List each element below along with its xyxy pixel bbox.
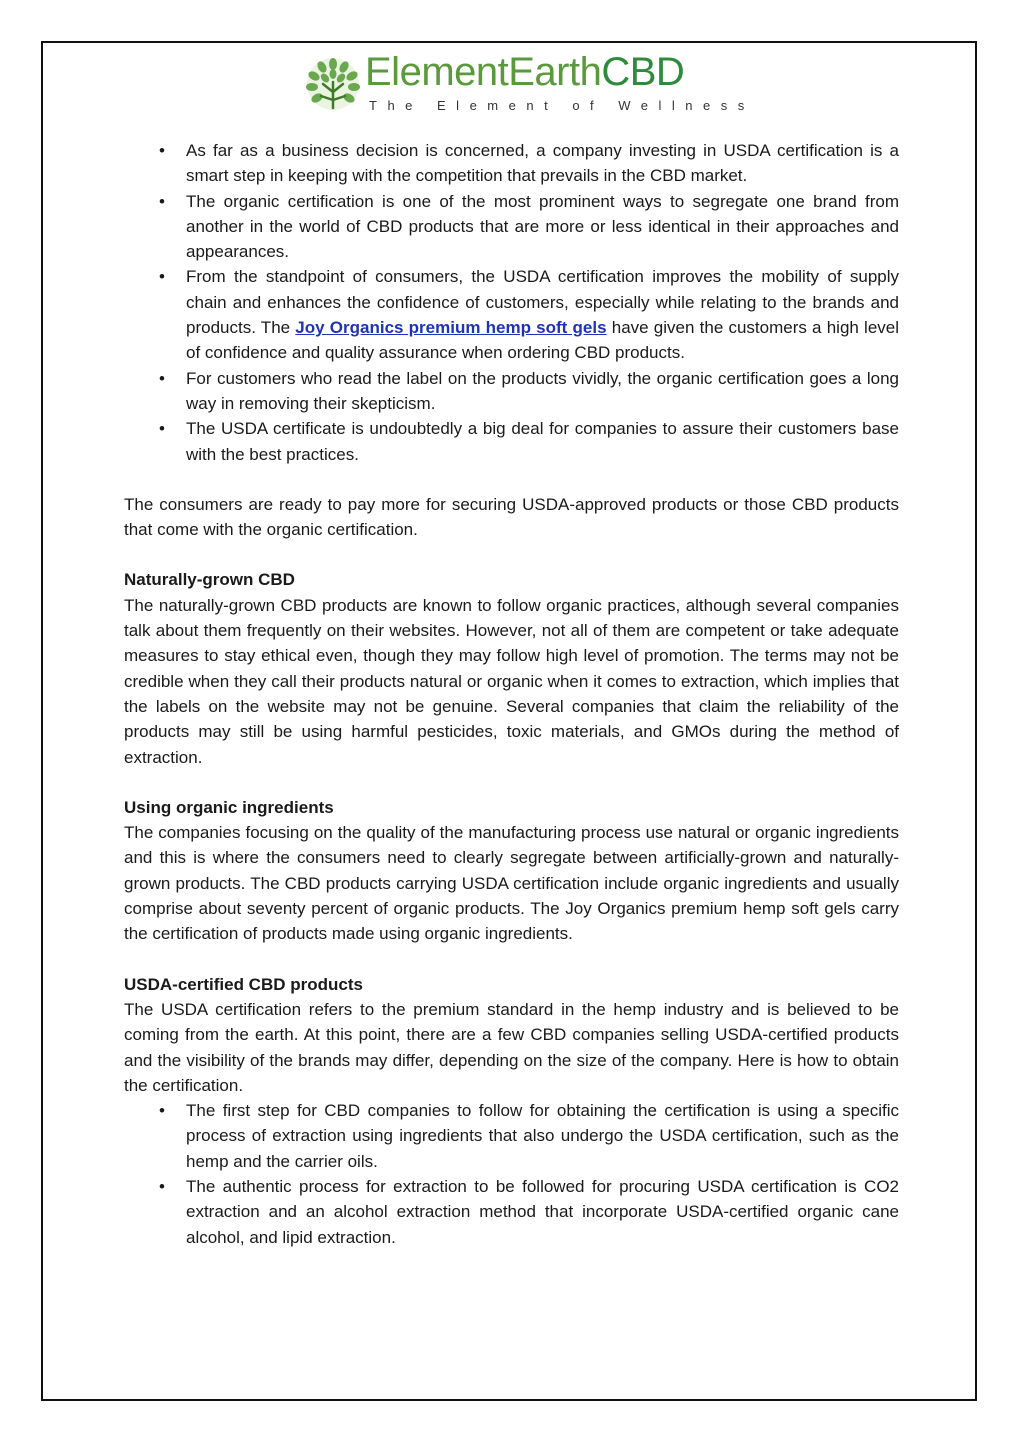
tree-of-leaves-icon [305,56,361,112]
section-heading: Naturally-grown CBD [124,570,295,590]
list-item: • As far as a business decision is concerned, a company investing in USDA certification is a smart step in keeping with the competition that prevails in the CBD market. [186,138,899,189]
section-heading: Using organic ingredients [124,797,334,817]
list-item: • From the standpoint of consumers, the USDA certification improves the mobility of supply chain and enhances the confidence of customers, especially while relating to the brands and products. The Joy Organics premium hemp soft gels have given the customers a high level of confidence and quality assurance when ordering CBD products. [186,264,899,365]
list-item: • The authentic process for extraction to be followed for procuring USDA certification is CO2 extraction and an alcohol extraction method that incorporate USDA-certified organic cane alcohol, and lipid extraction. [186,1174,899,1250]
section-heading: USDA-certified CBD products [124,974,363,994]
section-body: The naturally-grown CBD products are known to follow organic practices, although several companies talk about them frequently on their websites. However, not all of them are competent or take adequate measures to stay ethical even, though they may follow high level of promotion. The terms may not be credible when they call their products natural or organic when it comes to extraction, which implies that the labels on the website may not be genuine. Several companies that claim the reliability of the products may still be using harmful pesticides, toxic materials, and GMOs during the method of extraction. [124,595,899,767]
list-item: • The first step for CBD companies to follow for obtaining the certification is using a specific process of extraction using ingredients that also undergo the USDA certification, such as the hemp and the carrier oils. [186,1098,899,1174]
section-body: The companies focusing on the quality of the manufacturing process use natural or organic ingredients and this is where the consumers need to clearly segregate between artificially-grown and naturally-grown products. The CBD products carrying USDA certification include organic ingredients and usually comprise about seventy percent of organic products. The Joy Organics premium hemp soft gels carry the certification of products made using organic ingredients. [124,823,899,944]
certification-bullet-list [124,1098,899,1250]
list-item: • For customers who read the label on the products vividly, the organic certification goes a long way in removing their skepticism. [186,366,899,417]
brand-wordmark [365,50,684,95]
document-body [124,138,899,1250]
brand-wordmark-accent: CBD [601,50,685,94]
section-body: The USDA certification refers to the premium standard in the hemp industry and is believed to be coming from the earth. At this point, there are a few CBD companies selling USDA-certified products and the visibility of the brands may differ, depending on the size of the company. Here is how to obtain the certification. [124,999,899,1095]
brand-tagline: The Element of Wellness [369,98,755,113]
intro-bullet-list [124,138,899,467]
consumers-paragraph: The consumers are ready to pay more for securing USDA-approved products or those CBD products that come with the organic certification. [124,494,899,540]
list-item: • The organic certification is one of the most prominent ways to segregate one brand from another in the world of CBD products that are more or less identical in their approaches and appearances. [186,189,899,265]
joy-organics-link[interactable]: Joy Organics premium hemp soft gels [295,318,607,338]
brand-logo [305,50,755,118]
brand-wordmark-main: ElementEarth [365,50,602,94]
list-item: • The USDA certificate is undoubtedly a big deal for companies to assure their customers base with the best practices. [186,416,899,467]
